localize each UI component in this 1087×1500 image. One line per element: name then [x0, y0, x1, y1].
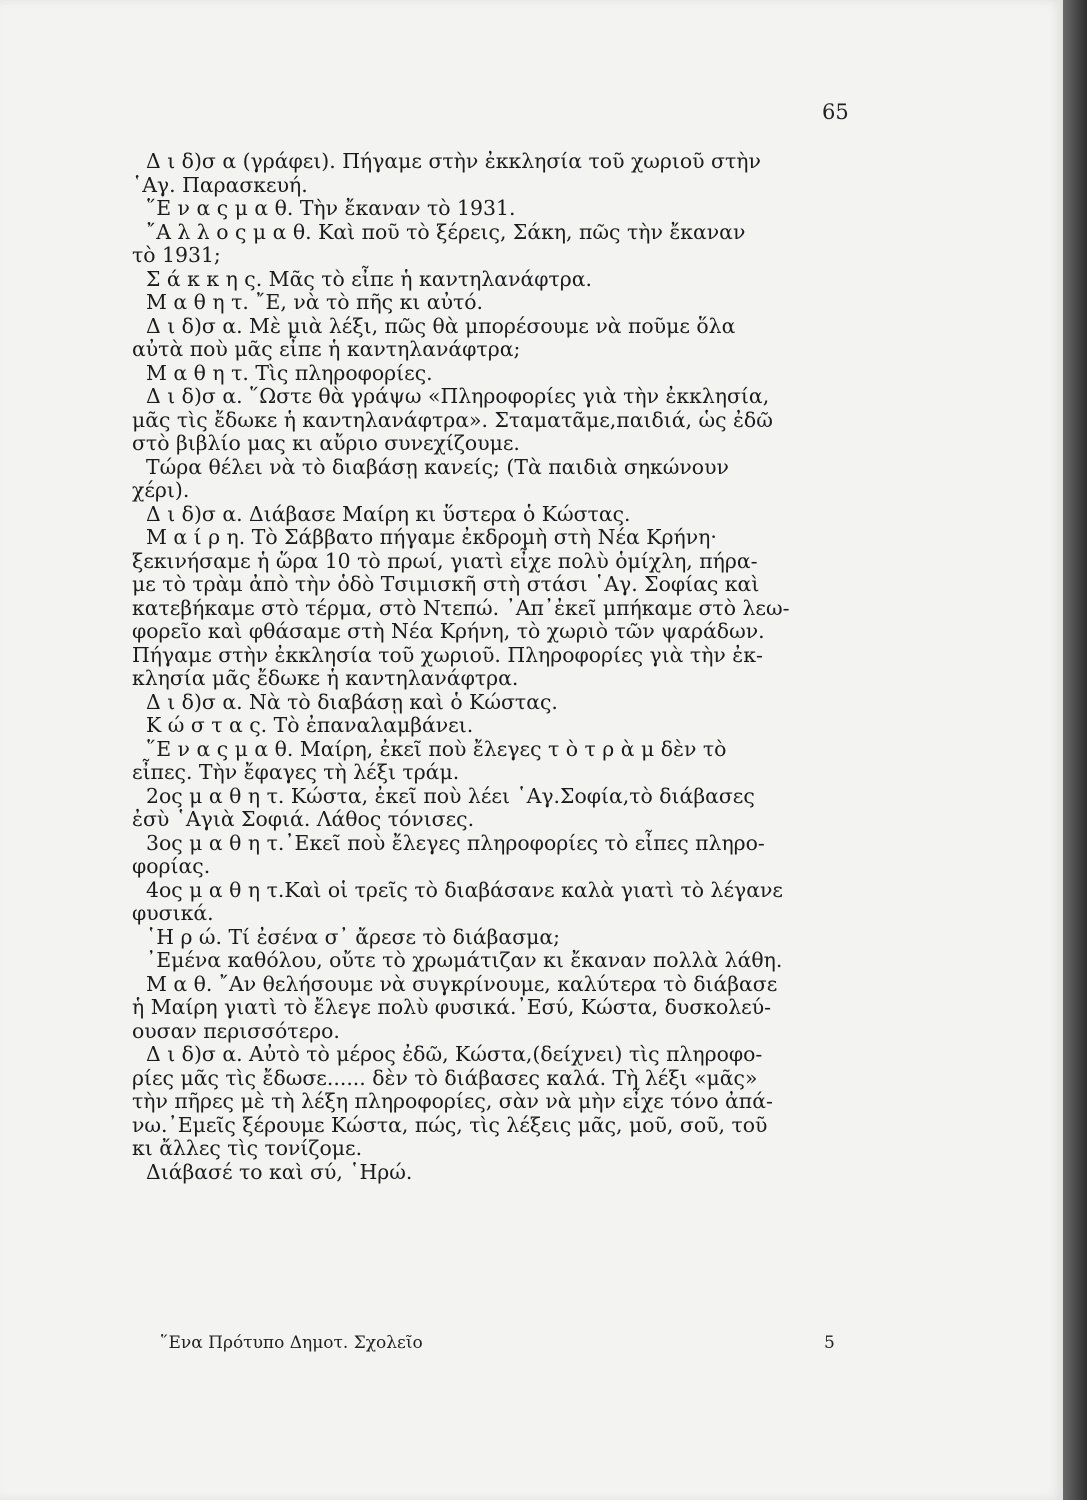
- speaker-label: Δ ι δ)σ α: [146, 149, 237, 173]
- text-line: [132, 738, 868, 762]
- line-text: ῾Αγ. Παρασκευή.: [132, 172, 308, 197]
- line-text: νω.᾿Εμεῖς ξέρουμε Κώστα, πώς, τὶς λέξεις μᾶς, μοῦ, σοῦ, τοῦ: [132, 1112, 768, 1137]
- text-line: [132, 1137, 868, 1161]
- line-text: Νὰ τὸ διαβάσῃ καὶ ὁ Κώστας.: [242, 689, 558, 714]
- text-line: [132, 949, 868, 973]
- speaker-label: ῾Η ρ ώ.: [146, 924, 223, 949]
- line-text: κι ἄλλες τὶς τονίζομε.: [132, 1136, 363, 1160]
- text-line: [132, 1090, 868, 1114]
- text-line: [132, 902, 868, 926]
- speaker-label: Δ ι δ)σ α.: [146, 313, 243, 338]
- text-line: [132, 761, 868, 785]
- text-line: [132, 644, 868, 668]
- line-text: Διάβασέ το καὶ σύ, ῾Ηρώ.: [146, 1159, 413, 1184]
- speaker-label: ῞Ε ν α ς μ α θ.: [146, 196, 294, 220]
- speaker-label: Δ ι δ)σ α.: [146, 384, 243, 408]
- line-text: ᾿Εκεῖ ποὺ ἔλεγες πληροφορίες τὸ εἶπες πληρο-: [284, 830, 765, 855]
- text-line: [132, 362, 868, 386]
- text-line: [132, 456, 868, 480]
- text-line: [132, 291, 868, 315]
- line-text: κλησία μᾶς ἔδωκε ἡ καντηλανάφτρα.: [132, 666, 519, 690]
- speaker-label: 3ος μ α θ η τ.: [146, 830, 285, 855]
- line-text: Τί ἐσένα σ᾿ ἄρεσε τὸ διάβασμα;: [222, 924, 561, 949]
- book-binding-edge: [1063, 0, 1087, 1500]
- line-text: Μὲ μιὰ λέξι, πῶς θὰ μπορέσουμε νὰ ποῦμε ὅλα: [242, 313, 736, 338]
- text-line: [132, 691, 868, 715]
- line-text: φορεῖο καὶ φθάσαμε στὴ Νέα Κρήνη, τὸ χωριὸ τῶν ψαράδων.: [132, 619, 765, 643]
- line-text: ἡ Μαίρη γιατὶ τὸ ἔλεγε πολὺ φυσικά.᾿Εσύ, Κώστα, δυσκολεύ-: [132, 995, 772, 1019]
- text-line: [132, 667, 868, 691]
- line-text: τὴν πῆρες μὲ τὴ λέξη πληροφορίες, σὰν νὰ μὴν εἶχε τόνο ἀπά-: [132, 1089, 773, 1113]
- line-text: κατεβήκαμε στὸ τέρμα, στὸ Ντεπώ. ᾿Απ᾿ἐκεῖ μπήκαμε στὸ λεω-: [132, 595, 790, 620]
- speaker-label: Μ α θ.: [146, 971, 213, 996]
- line-text: με τὸ τρὰμ ἀπὸ τὴν ὁδὸ Τσιμισκῆ στὴ στάσι ῾Αγ. Σοφίας καὶ: [132, 572, 760, 596]
- speaker-label: 2ος μ α θ η τ.: [146, 783, 285, 808]
- text-line: [132, 315, 868, 339]
- text-line: [132, 338, 868, 362]
- line-text: φορίας.: [132, 854, 211, 878]
- text-line: [132, 1043, 868, 1067]
- speaker-label: Κ ώ σ τ α ς.: [146, 713, 268, 737]
- text-line: [132, 503, 868, 527]
- line-text: ῞Ωστε θὰ γράψω «Πληροφορίες γιὰ τὴν ἐκκλησία,: [242, 384, 770, 408]
- line-text: Μαίρη, ἐκεῖ ποὺ ἔλεγες τ ὸ τ ρ ὰ μ δὲν τὸ: [293, 736, 727, 761]
- text-line: [132, 714, 868, 738]
- text-line: [132, 996, 868, 1020]
- line-text: Διάβασε Μαίρη κι ὕστερα ὁ Κώστας.: [242, 501, 631, 526]
- line-text: Πήγαμε στὴν ἐκκλησία τοῦ χωριοῦ. Πληροφορίες γιὰ τὴν ἐκ-: [132, 642, 763, 667]
- speaker-label: ῞Ε ν α ς μ α θ.: [146, 736, 294, 761]
- text-line: [132, 550, 868, 574]
- speaker-label: Μ α θ η τ.: [146, 290, 249, 314]
- text-line: [132, 150, 868, 174]
- line-text: Τὸ ἐπαναλαμβάνει.: [267, 713, 474, 737]
- text-line: [132, 197, 868, 221]
- page-number: 65: [822, 100, 849, 124]
- dialogue-text: [132, 150, 868, 1184]
- text-line: [132, 1161, 868, 1185]
- line-text: ἐσὺ ῾Αγιὰ Σοφιά. Λάθος τόνισες.: [132, 807, 475, 831]
- line-text: Τὴν ἔκαναν τὸ 1931.: [293, 196, 516, 220]
- text-line: [132, 221, 868, 245]
- line-text: ουσαν περισσότερο.: [132, 1018, 340, 1043]
- speaker-label: Δ ι δ)σ α.: [146, 501, 243, 526]
- text-line: [132, 855, 868, 879]
- footer-title: ῞Ενα Πρότυπο Δημοτ. Σχολεῖο: [160, 1333, 423, 1353]
- text-line: [132, 620, 868, 644]
- line-text: Τὶς πληροφορίες.: [248, 360, 433, 385]
- text-line: [132, 526, 868, 550]
- line-text: ῎Αν θελήσουμε νὰ συγκρίνουμε, καλύτερα τὸ διάβασε: [212, 971, 778, 996]
- text-line: [132, 597, 868, 621]
- text-line: [132, 244, 868, 268]
- line-text: Κώστα, ἐκεῖ ποὺ λέει ῾Αγ.Σοφία,τὸ διάβασες: [284, 783, 755, 808]
- line-text: Αὐτὸ τὸ μέρος ἐδῶ, Κώστα,(δείχνει) τὶς πληροφο-: [242, 1042, 763, 1066]
- line-text: Τὸ Σάββατο πήγαμε ἐκδρομὴ στὴ Νέα Κρήνη·: [245, 525, 717, 549]
- text-line: [132, 832, 868, 856]
- line-text: εἶπες. Τὴν ἔφαγες τὴ λέξι τράμ.: [132, 760, 460, 784]
- line-text: Καὶ οἱ τρεῖς τὸ διαβάσανε καλὰ γιατὶ τὸ λέγανε: [284, 877, 783, 902]
- footer-signature-number: 5: [824, 1333, 835, 1353]
- text-line: [132, 808, 868, 832]
- text-line: [132, 479, 868, 503]
- speaker-label: Δ ι δ)σ α.: [146, 689, 243, 714]
- text-line: [132, 1067, 868, 1091]
- text-line: [132, 1020, 868, 1044]
- speaker-label: Σ ά κ κ η ς.: [146, 266, 263, 291]
- text-line: [132, 432, 868, 456]
- text-line: [132, 926, 868, 950]
- line-text: ῎Ε, νὰ τὸ πῆς κι αὐτό.: [248, 290, 483, 314]
- text-line: [132, 174, 868, 198]
- speaker-label: ῎Α λ λ ο ς μ α θ.: [146, 219, 312, 244]
- line-text: ρίες μᾶς τὶς ἔδωσε...... δὲν τὸ διάβασες καλά. Τὴ λέξι «μᾶς»: [132, 1065, 758, 1090]
- speaker-label: 4ος μ α θ η τ.: [146, 877, 285, 902]
- speaker-label: Μ α ί ρ η.: [146, 525, 246, 549]
- line-text: αὐτὰ ποὺ μᾶς εἶπε ἡ καντηλανάφτρα;: [132, 337, 521, 361]
- line-text: φυσικά.: [132, 901, 214, 925]
- line-text: ξεκινήσαμε ἡ ὥρα 10 τὸ πρωί, γιατὶ εἶχε πολὺ ὁμίχλη, πήρα-: [132, 548, 758, 573]
- speaker-label: Δ ι δ)σ α.: [146, 1042, 243, 1066]
- line-text: μᾶς τὶς ἔδωκε ἡ καντηλανάφτρα». Σταματᾶμε,παιδιά, ὡς ἐδῶ: [132, 407, 773, 432]
- text-line: [132, 385, 868, 409]
- text-line: [132, 879, 868, 903]
- line-text: στὸ βιβλίο μας κι αὔριο συνεχίζουμε.: [132, 431, 520, 455]
- speaker-label: Μ α θ η τ.: [146, 360, 249, 385]
- text-line: [132, 573, 868, 597]
- text-line: [132, 268, 868, 292]
- line-text: τὸ 1931;: [132, 243, 221, 267]
- line-text: (γράφει). Πήγαμε στὴν ἐκκλησία τοῦ χωριοῦ στὴν: [236, 149, 761, 173]
- line-text: χέρι).: [132, 478, 190, 502]
- line-text: Καὶ ποῦ τὸ ξέρεις, Σάκη, πῶς τὴν ἔκαναν: [311, 219, 746, 244]
- line-text: ᾿Εμένα καθόλου, οὔτε τὸ χρωμάτιζαν κι ἔκαναν πολλὰ λάθη.: [146, 948, 783, 972]
- text-line: [132, 973, 868, 997]
- line-text: Μᾶς τὸ εἶπε ἡ καντηλανάφτρα.: [262, 266, 593, 291]
- text-line: [132, 785, 868, 809]
- line-text: Τώρα θέλει νὰ τὸ διαβάσῃ κανείς; (Τὰ παιδιὰ σηκώνουν: [146, 454, 729, 479]
- text-line: [132, 1114, 868, 1138]
- text-line: [132, 409, 868, 433]
